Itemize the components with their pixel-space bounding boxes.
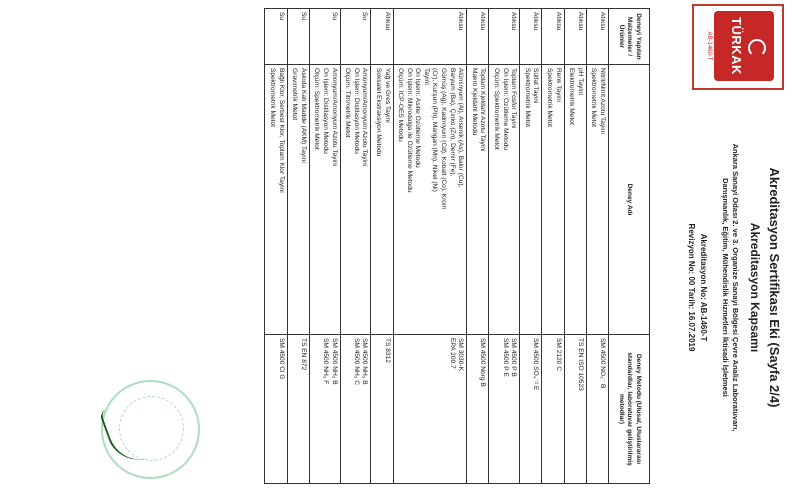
test-name-cell [340,65,371,335]
table-row [309,9,340,484]
test-method-cell [287,335,309,484]
test-method-line: SM 4500 P E [501,338,509,377]
test-name-cell [467,65,489,335]
material-cell: Atıksu [393,9,467,65]
test-method-cell [520,335,542,484]
logo-brand: TÜRKAK [729,17,744,75]
test-name-line: Toplam Kjeldahl Azotu Tayini [479,68,487,152]
test-method-cell [489,335,520,484]
test-name-line: Yağ ve Gres Tayini [383,68,391,123]
test-name-line: Spektrometrik Metot [590,68,598,127]
table-row [340,9,371,484]
material-cell: Su [340,9,371,65]
test-name-line: Ölçüm: Spektrometrik Metot [313,68,321,150]
material-cell: Atıksu [520,9,542,65]
test-name-line: Ön İşlem: Özütleme Metodu [501,68,509,151]
test-method-line: SM 4500 Cl G [277,338,285,380]
test-name-cell [520,65,542,335]
test-method-cell [265,335,287,484]
test-name-cell [586,65,608,335]
test-method-line: SM 2120 C [554,338,562,371]
test-name-cell [489,65,520,335]
test-method-cell [340,335,371,484]
table-row [542,9,564,484]
test-name-line: Makro Kjeldahl Metodu [470,68,478,136]
test-name-line: Askıda Katı Madde (AKM) Tayini [299,68,307,163]
test-name-line: Spektrometrik Metot [523,68,531,127]
test-method-line: SM 4500 NO₂⁻ B [599,338,606,389]
scope-table [264,8,650,484]
test-name-cell [371,65,393,335]
document-header [650,92,800,483]
page-subtitle: Akreditasyon Kapsamı [748,222,762,353]
test-name-cell [542,65,564,335]
test-name-line: Baryum (Ba), Çinko (Zn), Demir (Fe), [448,68,456,177]
table-row [393,9,467,484]
test-method-line: SM 4500 Norg B [479,338,487,387]
test-name-line: Ön İşlem: Asitle Özütleme Metodu [414,68,422,168]
test-name-cell [287,65,309,335]
test-method-line: SM 4500 P B [510,338,518,377]
test-method-line: SM 3030-K [457,338,465,371]
lab-name-line1: Ankara Sanayi Odası 2. ve 3. Organize Sanayi Bölgesi Çevre Analiz Laboratuvarı, [731,143,740,432]
header-test-method: Deney Metodu (Ulusal, Uluslararası standardlar, laboratuvar geliştirilmiş metodlar) [609,335,650,484]
test-name-line: Bağlı Klor, Serbest Klor, Toplam Klor Tayini [277,68,285,193]
revision-info: Revizyon No: 00 Tarih: 16.07.2019 [687,223,696,352]
material-cell: Atıksu [467,9,489,65]
table-row [586,9,608,484]
test-method-cell [371,335,393,484]
test-name-line: Sülfat Tayini [532,68,540,104]
table-header-row [609,9,650,484]
test-name-line: pH Tayini [576,68,584,95]
test-name-cell [564,65,586,335]
test-name-line: Soksalet Ekstraksiyon Metodu [374,68,382,157]
test-name-line: Ölçüm: ICP-OES Metodu [397,68,405,142]
material-cell: Su [265,9,287,65]
test-method-cell [309,335,340,484]
test-method-line: SM 4500 NH₃ B [361,338,369,385]
test-method-line: TS 8312 [383,338,391,363]
material-cell: Atıksu [489,9,520,65]
test-method-line: SM 4500 NH₃ C [352,338,360,386]
header-material: Deneyi Yapılan Malzemeler / Ürünler [609,9,650,65]
test-name-line: Ölçüm: Titrimetrik Metot [344,68,352,138]
test-method-cell [393,335,467,484]
table-row [489,9,520,484]
test-name-line: Elektrometrik Metot [568,68,576,125]
test-name-line: (Cr), Kurşun (Pb), Mangan (Mn), Nikel (Ni) [431,68,439,192]
test-name-line: Tayini [422,68,430,85]
test-name-line: Spektrometrik Metot [269,68,276,127]
test-name-line: Ön İşlem: Mikrodalga ile Özütleme Metodu [405,68,413,193]
table-row [265,9,287,484]
test-name-cell [265,65,287,335]
test-name-line: Amonyum/Amonyum Azotu Tayini [361,68,369,167]
test-name-cell [393,65,467,335]
test-method-cell [467,335,489,484]
table-row [371,9,393,484]
logo-subtitle: AB-1460-T [706,31,712,61]
material-cell: Atıksu [564,9,586,65]
test-method-line: SM 4500 NH₃ F [321,338,329,385]
table-row [520,9,542,484]
lab-name-line2: Danışmanlık, Eğitim, Mühendislik Hizmetleri İktisadi İşletmesi [721,178,730,397]
test-name-line: Spektrometrik Metot [546,68,554,127]
test-name-line: Nitrit/Nitrit Azotu Tayini [599,68,606,134]
crescent-icon [748,39,766,57]
test-name-line: Amonyum/Amonyum Azotu Tayini [330,68,338,167]
material-cell: Su [309,9,340,65]
test-method-cell [542,335,564,484]
test-name-cell [309,65,340,335]
test-name-line: Gravimetrik Metot [291,68,299,121]
test-name-line: Ön İşlem: Distilasyon Metodu [352,68,360,154]
material-cell: Atıksu [586,9,608,65]
test-method-line: TS EN ISO 10523 [576,338,584,391]
test-method-cell [586,335,608,484]
page-title: Akreditasyon Sertifikası Eki (Sayfa 2/4) [767,167,782,408]
test-name-line: Alüminyum (Al), Arsenik (As), Bakır (Cu), [457,68,465,188]
test-method-line: SM 4500 NH₃ B [330,338,338,385]
table-row [564,9,586,484]
test-method-line: EPA 200.7 [448,338,456,369]
test-method-cell [564,335,586,484]
test-method-line: SM 4500 SO₄⁻² E [532,338,540,391]
turkak-logo-mark [714,11,774,81]
test-name-line: Gümüş (Ag), Kadmiyum (Cd), Kobalt (Co), Krom [440,68,448,210]
test-name-line: Ön İşlem: Distilasyon Metodu [321,68,329,154]
test-name-line: Renk Tayini [554,68,562,102]
table-row [287,9,309,484]
test-name-line: Toplam Fosfor Tayini [510,68,518,129]
material-cell: Atıksu [371,9,393,65]
turkak-logo [692,4,784,90]
material-cell: Atıksu [542,9,564,65]
test-name-line: Ölçüm: Spektrometrik Metot [493,68,501,150]
table-row [467,9,489,484]
accreditation-number: Akreditasyon No: AB-1460-T [699,233,708,342]
header-test-name: Deney Adı [609,65,650,335]
test-method-line: TS EN 872 [299,338,307,371]
material-cell: Su [287,9,309,65]
